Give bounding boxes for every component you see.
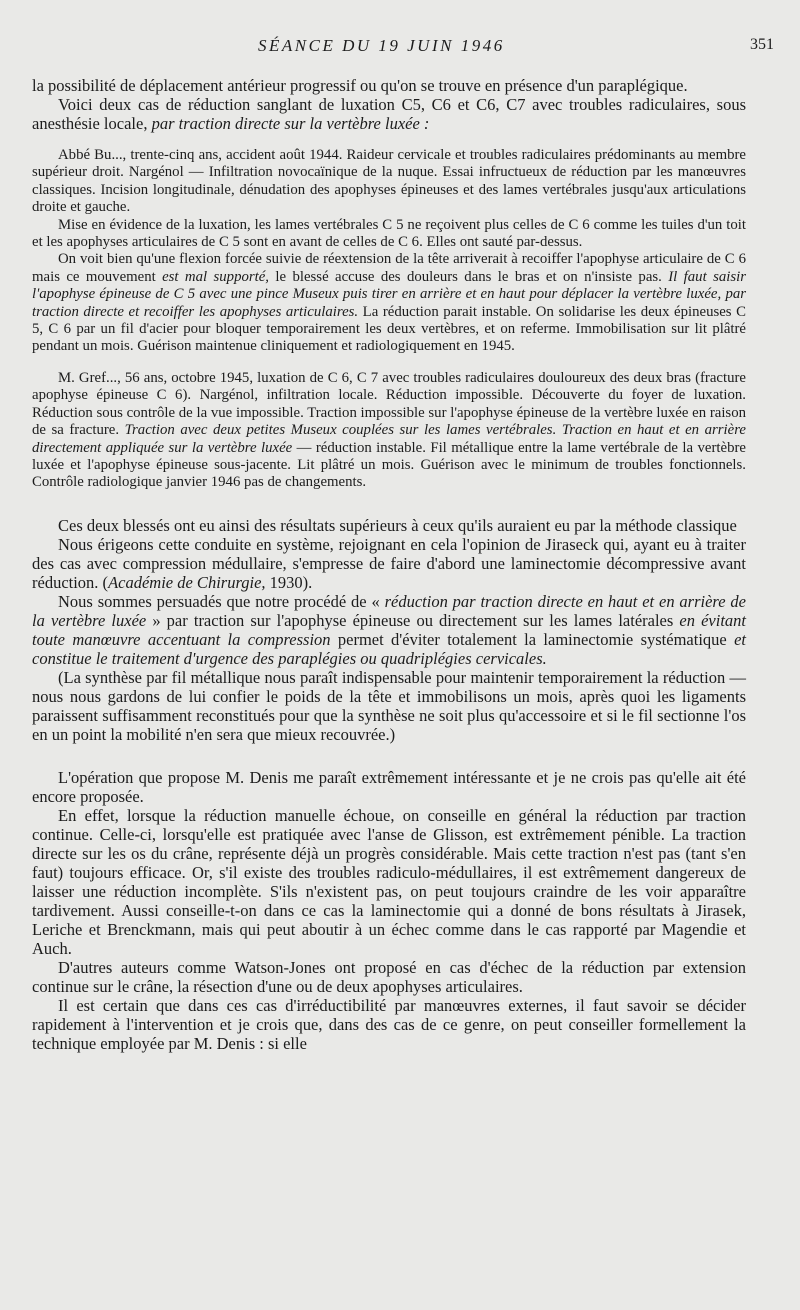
paragraph: En effet, lorsque la réduction manuelle échoue, on conseille en général la réduction par traction continue. Celle-ci, lorsqu'elle est pratiquée avec l'anse de Glisson, est extrêmement pénible. La traction directe sur les os du crâne, représente déjà un progrès considérable. Mais cette traction n'est pas (tant s'en faut) toujours efficace. Or, s'il existe des troubles radiculo-médullaires, il est extrêmement dangereux de laisser une réduction incomplète. S'ils n'existent pas, on peut toujours craindre de les voir apparaître tardivement. Aussi conseille-t-on dans ce cas la laminectomie qui a donné de bons résultats à Jirasek, Leriche et Brenckmann, mais qui peut aboutir à un échec comme dans le cas rapporté par Magendie et Auch.: [32, 805, 746, 958]
page-header: [0, 36, 800, 60]
running-title: SÉANCE DU 19 JUIN 1946: [258, 36, 505, 55]
paragraph: Voici deux cas de réduction sanglant de luxation C5, C6 et C6, C7 avec troubles radiculaires, sous anesthésie locale, par traction directe sur la vertèbre luxée :: [32, 95, 746, 133]
case-report-paragraph: Abbé Bu..., trente-cinq ans, accident août 1944. Raideur cervicale et troubles radiculaires prédominants au membre supérieur droit. Nargénol — Infiltration novocaïnique de la nuque. Essai infructueux de réduction par les manœuvres classiques. Incision longitudinale, dénudation des apophyses épineuses et des lames vertébrales jusqu'aux articulations droite et gauche.: [32, 147, 746, 216]
paragraph: la possibilité de déplacement antérieur progressif ou qu'on se trouve en présence d'un paraplégique.: [32, 76, 688, 95]
paragraph: (La synthèse par fil métallique nous paraît indispensable pour maintenir temporairement la réduction — nous nous gardons de lui confier le poids de la tête et immobilisons un mois, après quoi les ligaments paraissent suffisamment reconstitués pour que la synthèse ne soit plus qu'accessoire et si le fil sectionne l'os en un point la mobilité n'en sera que mieux recouvrée.): [32, 667, 746, 744]
paragraph: Nous sommes persuadés que notre procédé de « réduction par traction directe en haut et en arrière de la vertèbre luxée » par traction sur l'apophyse épineuse ou directement sur les lames latérales en évitant toute manœuvre accentuant la compression permet d'éviter totalement la laminectomie systématique et constitue le traitement d'urgence des paraplégies ou quadriplégies cervicales.: [32, 591, 747, 668]
paragraph: Ces deux blessés ont eu ainsi des résultats supérieurs à ceux qu'ils auraient eu par la méthode classique: [58, 515, 737, 535]
paragraph: Nous érigeons cette conduite en système, rejoignant en cela l'opinion de Jiraseck qui, ayant eu à traiter des cas avec compression médullaire, s'empresse de faire d'abord une laminectomie décompressive avant réduction. (Académie de Chirurgie, 1930).: [32, 534, 746, 592]
case-report-paragraph: Mise en évidence de la luxation, les lames vertébrales C 5 ne reçoivent plus celles de C 6 comme les tuiles d'un toit et les apophyses articulaires de C 5 sont en avant de celles de C 6. Elles ont sauté par-dessus.: [32, 216, 746, 251]
case-report-paragraph: M. Gref..., 56 ans, octobre 1945, luxation de C 6, C 7 avec troubles radiculaires douloureux des deux bras (fracture apophyse épineuse C 6). Nargénol, infiltration locale. Réduction impossible. Découverte du foyer de luxation. Réduction sous contrôle de la vue impossible. Traction impossible sur l'apophyse épineuse de la vertèbre luxée en raison de sa fracture. Traction avec deux petites Museux couplées sur les lames vertébrales. Traction en haut et en arrière directement appliquée sur la vertèbre luxée — réduction instable. Fil métallique entre la lame vertébrale de la vertèbre luxée et l'apophyse épineuse sous-jacente. Lit plâtré un mois. Guérison avec le minimum de troubles fonctionnels. Contrôle radiologique janvier 1946 pas de changements.: [32, 369, 746, 491]
paragraph: Il est certain que dans ces cas d'irréductibilité par manœuvres externes, il faut savoir se décider rapidement à l'intervention et je crois que, dans des cas de ce genre, on peut conseiller formellement la technique employée par M. Denis : si elle: [32, 995, 746, 1053]
case-report-paragraph: On voit bien qu'une flexion forcée suivie de réextension de la tête arriverait à recoiffer l'apophyse articulaire de C 6 mais ce mouvement est mal supporté, le blessé accuse des douleurs dans le bras et on n'insiste pas. Il faut saisir l'apophyse épineuse de C 5 avec une pince Museux puis tirer en arrière et en haut pour déplacer la vertèbre luxée, par traction directe et recoiffer les apophyses articulaires. La réduction parait instable. On solidarise les deux épineuses C 5, C 6 par un fil d'acier pour bloquer temporairement les deux vertèbres, et on referme. Immobilisation sur lit plâtré pendant un mois. Guérison maintenue cliniquement et radiologiquement en 1945.: [32, 251, 746, 355]
paragraph: D'autres auteurs comme Watson-Jones ont proposé en cas d'échec de la réduction par extension continue sur le crâne, la résection d'une ou de deux apophyses articulaires.: [32, 957, 746, 996]
page-number: 351: [750, 36, 774, 53]
page-body: [32, 76, 746, 1053]
paragraph: L'opération que propose M. Denis me paraît extrêmement intéressante et je ne crois pas qu'elle ait été encore proposée.: [32, 767, 746, 806]
